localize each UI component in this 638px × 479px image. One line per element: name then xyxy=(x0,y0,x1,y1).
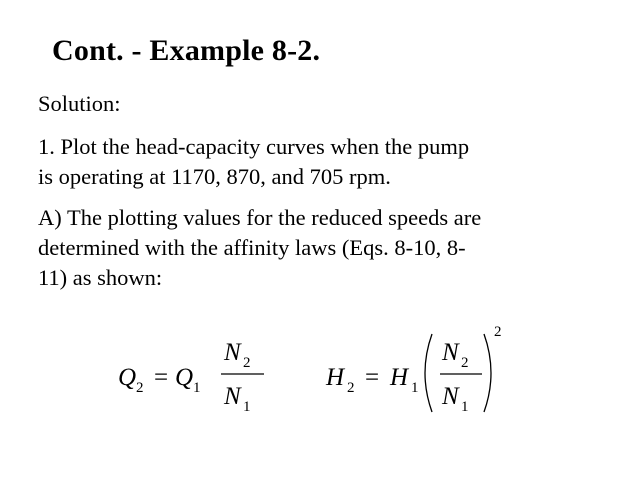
head-rhs-var: H xyxy=(390,364,409,391)
flow-equals: = xyxy=(154,364,169,391)
solution-label: Solution: xyxy=(38,91,121,116)
head-left-paren xyxy=(425,334,432,412)
flow-formula xyxy=(118,339,264,415)
head-exponent: 2 xyxy=(494,324,502,340)
head-formula xyxy=(325,324,502,415)
slide-title: Cont. - Example 8-2. xyxy=(52,34,321,67)
step-1-line-1: 1. Plot the head-capacity curves when the pump xyxy=(38,134,470,159)
head-rhs-sub: 1 xyxy=(411,380,419,396)
flow-rhs-var: Q xyxy=(175,364,194,391)
step-a-line-3: 11) as shown: xyxy=(38,265,163,290)
head-denominator-sub: 1 xyxy=(461,399,469,415)
flow-numerator-var: N xyxy=(224,339,241,366)
flow-denominator-var: N xyxy=(224,383,241,410)
flow-rhs-sub: 1 xyxy=(193,380,201,396)
affinity-law-formulas xyxy=(0,320,638,440)
flow-lhs-sub: 2 xyxy=(136,380,144,396)
flow-numerator-sub: 2 xyxy=(243,355,251,371)
step-a-line-2: determined with the affinity laws (Eqs. 8-10, 8- xyxy=(38,235,466,260)
head-numerator-sub: 2 xyxy=(461,355,469,371)
step-1-paragraph xyxy=(38,132,469,192)
step-1-line-2: is operating at 1170, 870, and 705 rpm. xyxy=(38,164,391,189)
head-numerator-var: N xyxy=(442,339,459,366)
head-denominator-var: N xyxy=(442,383,459,410)
step-a-line-1: A) The plotting values for the reduced speeds are xyxy=(38,205,482,230)
flow-lhs-var: Q xyxy=(118,364,137,391)
head-equals: = xyxy=(365,364,380,391)
head-lhs-sub: 2 xyxy=(347,380,355,396)
flow-denominator-sub: 1 xyxy=(243,399,251,415)
step-a-paragraph xyxy=(38,203,481,293)
head-lhs-var: H xyxy=(326,364,345,391)
head-right-paren xyxy=(484,334,491,412)
